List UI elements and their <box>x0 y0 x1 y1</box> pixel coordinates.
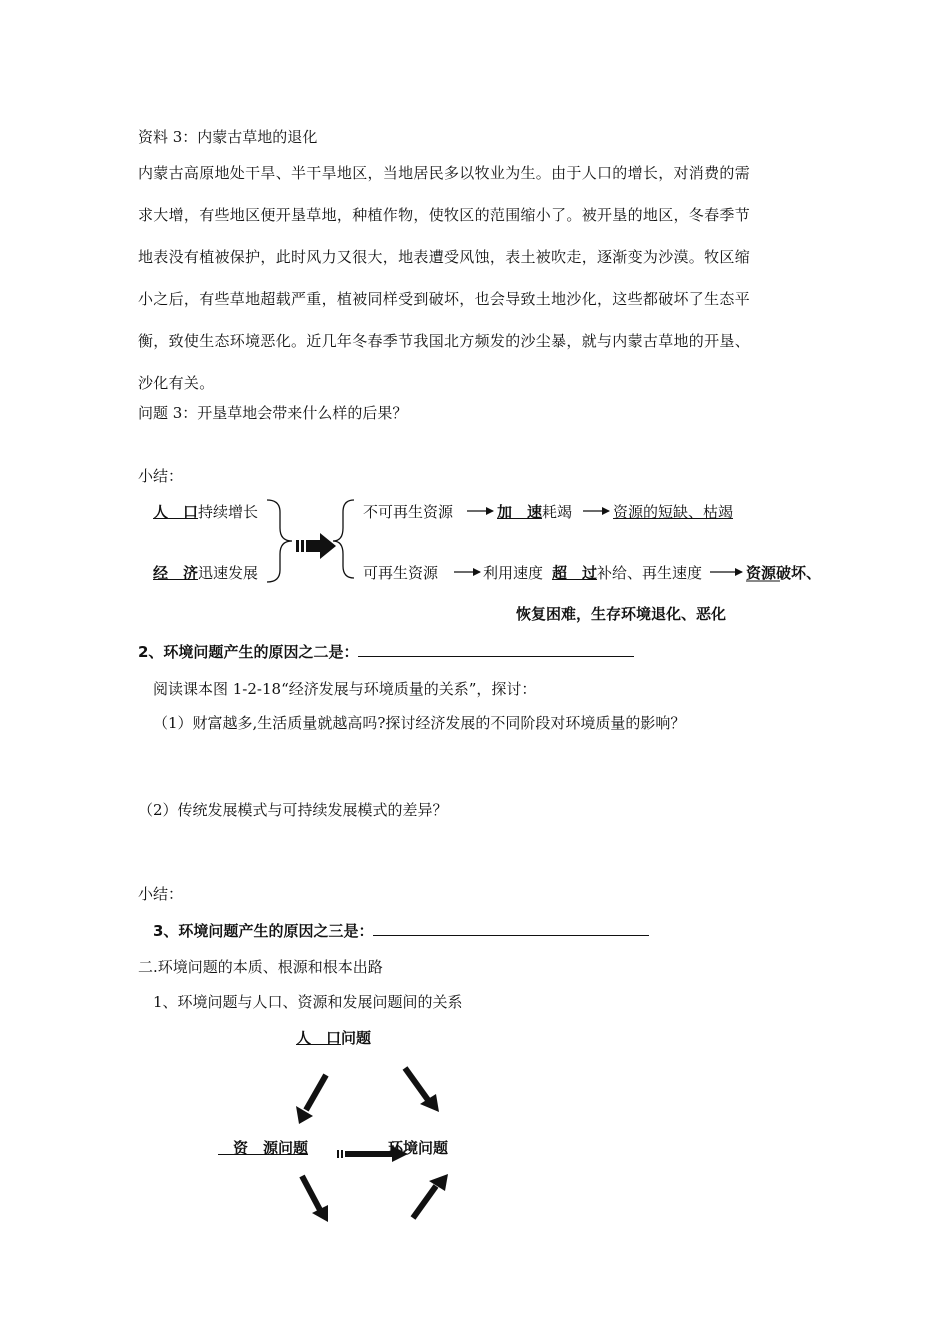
left-brace <box>267 500 292 582</box>
flow-renewable: 可再生资源 <box>363 564 439 582</box>
material-line: 沙化有关。 <box>138 374 215 392</box>
arrow-population-to-resource <box>296 1075 326 1124</box>
question-3: 问题 3：开垦草地会带来什么样的后果？ <box>138 404 408 422</box>
flow-nonrenewable: 不可再生资源 <box>363 503 454 521</box>
big-right-arrow <box>296 533 336 559</box>
material-title: 资料 3：内蒙古草地的退化 <box>138 128 318 146</box>
answer-blank[interactable] <box>373 921 649 936</box>
summary-label: 小结： <box>138 467 184 485</box>
flow-use-rate: 利用速度 <box>483 564 544 582</box>
question-2: （2）传统发展模式与可持续发展模式的差异？ <box>138 801 448 819</box>
relation-title: 1、环境问题与人口、资源和发展问题间的关系 <box>153 993 463 1011</box>
flow-degradation: 恢复困难，生存环境退化、恶化 <box>516 605 727 623</box>
read-instruction: 阅读课本图 1-2-18“经济发展与环境质量的关系”，探讨： <box>153 680 537 698</box>
resource-problem: 资 源问题 <box>218 1139 309 1157</box>
flow-resource-damage: 资源破坏、 <box>746 564 822 582</box>
right-brace <box>333 500 354 578</box>
section-2-title: 二.环境问题的本质、根源和根本出路 <box>138 958 383 976</box>
flow-accelerate: 加 速耗竭 <box>497 503 573 521</box>
flow-shortage: 资源的短缺、枯竭 <box>613 503 734 521</box>
summary-label-2: 小结： <box>138 885 184 903</box>
arrow-resource-down <box>302 1176 328 1222</box>
flow-population: 人 口持续增长 <box>153 503 259 521</box>
answer-blank[interactable] <box>358 642 634 657</box>
cause-2: 2、环境问题产生的原因之二是： <box>138 642 634 662</box>
arrow-up-to-environment <box>413 1174 448 1218</box>
population-problem: 人 口问题 <box>296 1029 372 1047</box>
material-line: 内蒙古高原地处干旱、半干旱地区，当地居民多以牧业为生。由于人口的增长，对消费的需 <box>138 164 751 182</box>
question-1: （1）财富越多,生活质量就越高吗?探讨经济发展的不同阶段对环境质量的影响？ <box>153 714 686 732</box>
material-line: 地表没有植被保护，此时风力又很大，地表遭受风蚀，表土被吹走，逐渐变为沙漠。牧区缩 <box>138 248 751 266</box>
flow-exceed: 超 过补给、再生速度 <box>552 564 703 582</box>
environment-problem: 环境问题 <box>388 1139 449 1157</box>
material-line: 小之后，有些草地超载严重，植被同样受到破坏，也会导致土地沙化，这些都破坏了生态平 <box>138 290 751 308</box>
flow-economy: 经 济迅速发展 <box>153 564 259 582</box>
material-line: 求大增，有些地区便开垦草地，种植作物，使牧区的范围缩小了。被开垦的地区，冬春季节 <box>138 206 751 224</box>
cause-3: 3、环境问题产生的原因之三是： <box>153 921 649 941</box>
arrow-population-to-environment <box>405 1068 439 1112</box>
material-line: 衡，致使生态环境恶化。近几年冬春季节我国北方频发的沙尘暴，就与内蒙古草地的开垦、 <box>138 332 751 350</box>
